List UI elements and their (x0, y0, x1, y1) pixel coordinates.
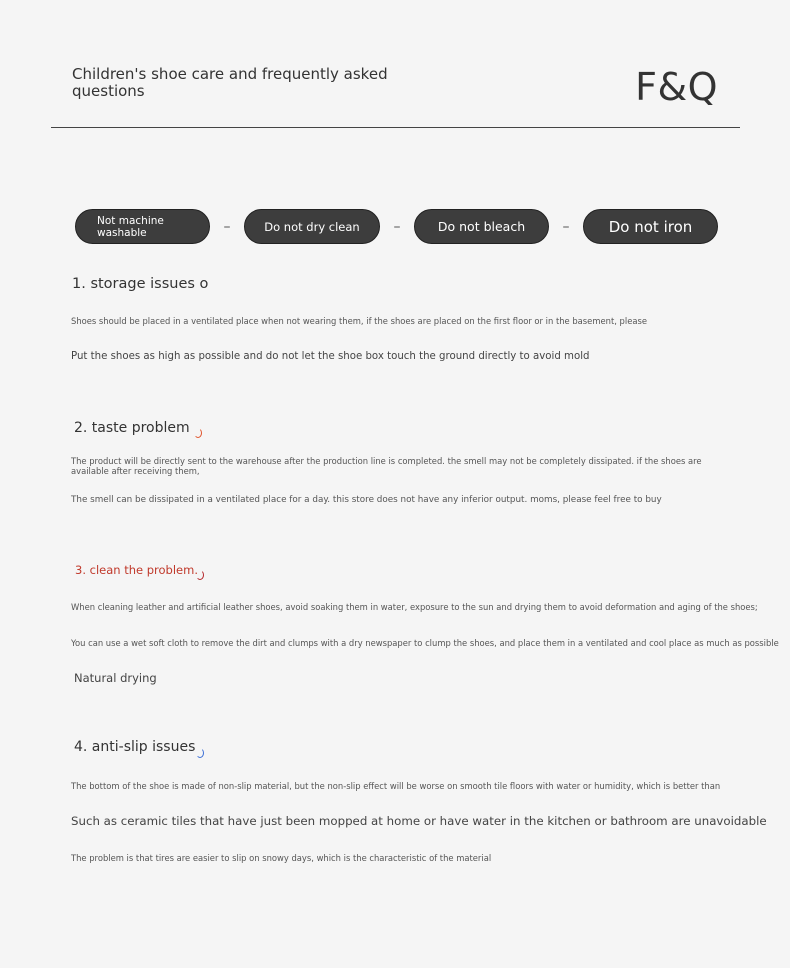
section-text: The product will be directly sent to the warehouse after the production line is completed. the smell may not be completely dissipated. if the shoes are available after receiving them, (71, 456, 702, 476)
care-label-row (75, 208, 719, 245)
blue-swirl-icon (196, 748, 204, 758)
section-title: 4. anti-slip issues (74, 739, 196, 755)
care-label-no-machine-wash (75, 209, 210, 244)
section-text: The smell can be dissipated in a ventilated place for a day. this store does not have any inferior output. moms, please feel free to buy (71, 495, 662, 505)
care-separator: – (393, 218, 401, 235)
care-label-text: Do not iron (608, 217, 693, 236)
section-text: Put the shoes as high as possible and do not let the shoe box touch the ground directly to avoid mold (71, 351, 590, 362)
section-text: When cleaning leather and artificial leather shoes, avoid soaking them in water, exposure to the sun and drying them to avoid deformation and aging of the shoes; (71, 602, 758, 612)
section-title: 2. taste problem (74, 420, 190, 436)
care-separator: – (562, 218, 570, 235)
section-title: 1. storage issues o (72, 276, 209, 292)
section-text: Natural drying (74, 671, 157, 685)
page-title: Children's shoe care and frequently asked questions (72, 65, 388, 100)
faq-mark: F&Q (635, 65, 718, 109)
section-text: The bottom of the shoe is made of non-slip material, but the non-slip effect will be worse on smooth tile floors with water or humidity, which is better than (71, 781, 721, 791)
care-label-text: Do not bleach (437, 219, 526, 234)
orange-swirl-icon (194, 428, 202, 438)
section-text: Shoes should be placed in a ventilated place when not wearing them, if the shoes are placed on the first floor or in the basement, please (71, 316, 647, 326)
care-label-no-bleach (414, 209, 549, 244)
section-title: 3. clean the problem. (75, 563, 198, 577)
section-text: You can use a wet soft cloth to remove the dirt and clumps with a dry newspaper to clump the shoes, and place them in a ventilated and cool place as much as possible (71, 638, 779, 648)
care-label-text: Not machine washable (97, 214, 164, 239)
care-label-no-iron (583, 209, 718, 244)
red-swirl-icon (196, 570, 204, 580)
care-separator: – (223, 218, 231, 235)
care-label-text: Do not dry clean (264, 219, 360, 234)
section-text: The problem is that tires are easier to slip on snowy days, which is the characteristic of the material (71, 853, 492, 863)
section-text: Such as ceramic tiles that have just been mopped at home or have water in the kitchen or bathroom are unavoidable (71, 814, 767, 828)
care-label-no-dry-clean (244, 209, 380, 244)
header-divider (51, 127, 740, 128)
